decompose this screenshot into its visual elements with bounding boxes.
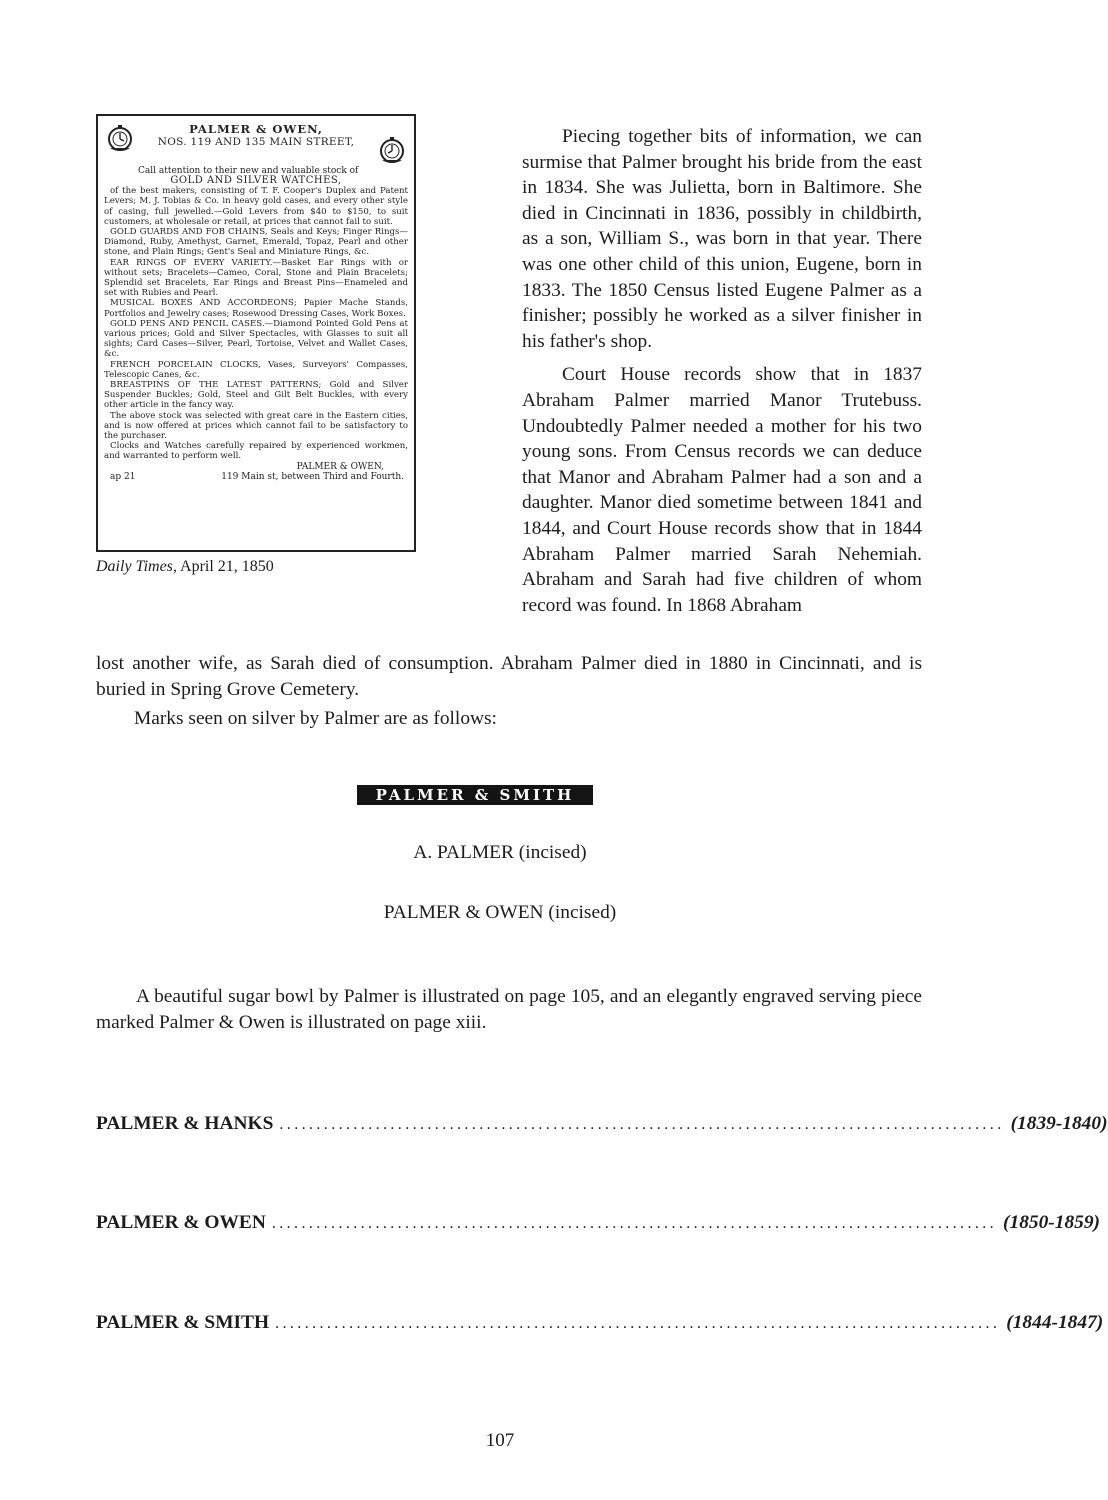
ad-section-music-boxes: MUSICAL BOXES AND ACCORDEONS; Papier Mache Stands, Portfolios and Jewelry cases; Rosewood Dressing Cases, Work Boxes.: [104, 298, 408, 319]
paragraph-continuation: [96, 651, 922, 702]
entry-name: PALMER & OWEN: [96, 1212, 266, 1233]
paragraph-court-records: Court House records show that in 1837 Abraham Palmer married Manor Trutebuss. Undoubtedly Palmer needed a mother for his two young sons. From Census records we can deduce that Manor and Abraham Palmer had a son and a daughter. Manor died sometime between 1841 and 1844, and Court House records show that in 1844 Abraham Palmer married Sarah Nehemiah. Abraham and Sarah had five children of whom record was found. In 1868 Abraham: [522, 364, 922, 616]
maker-mark-a-palmer: A. PALMER (incised): [413, 842, 587, 863]
pocket-watch-icon: [378, 136, 406, 164]
marks-intro: Marks seen on silver by Palmer are as follows:: [134, 708, 497, 729]
ad-section-pens: GOLD PENS AND PENCIL CASES.—Diamond Pointed Gold Pens at various prices; Gold and Silver Spectacles, with Glasses to suit all sights; Card Cases—Silver, Pearl, Tortoise, Velvet and Wallet Cases, &c.: [104, 318, 408, 360]
ad-section-stock: The above stock was selected with great care in the Eastern cities, and is now offered at prices which cannot fail to be satisfactory to the purchaser.: [104, 410, 408, 442]
paragraph-julietta: Piecing together bits of information, we can surmise that Palmer brought his bride from the east in 1834. She was Julietta, born in Baltimore. She died in Cincinnati in 1836, possibly in childbirth, as a son, William S., was born in that year. There was one other child of this union, Eugene, born in 1833. The 1850 Census listed Eugene Palmer as a finisher; possibly he worked as a silver finisher in his father's shop.: [522, 126, 922, 352]
ad-address: NOS. 119 AND 135 MAIN STREET,: [157, 136, 355, 148]
entry-years: (1844-1847): [1006, 1312, 1104, 1333]
page-number: 107: [485, 1430, 515, 1451]
ad-footer: [104, 472, 408, 483]
illustration-note-text: A beautiful sugar bowl by Palmer is illustrated on page 105, and an elegantly engraved serving piece marked Palmer & Owen is illustrated on page xiii.: [96, 986, 922, 1033]
leader-dots: ..................................................................................................: [279, 1116, 1005, 1133]
caption-source: Daily Times,: [96, 558, 177, 575]
entry-years: (1850-1859): [1003, 1212, 1100, 1233]
ad-section-heading: GOLD AND SILVER WATCHES,: [170, 175, 342, 186]
entry-palmer-owen: [96, 1212, 1100, 1234]
ad-caption: [96, 558, 274, 576]
maker-mark-palmer-owen: PALMER & OWEN (incised): [383, 902, 617, 923]
entry-name: PALMER & HANKS: [96, 1113, 274, 1134]
ad-date-code: ap 21: [110, 471, 136, 482]
ad-signature: PALMER & OWEN,: [296, 461, 384, 472]
ad-section-watches: of the best makers, consisting of T. F. Cooper's Duplex and Patent Levers; M. J. Tobias & Co. in heavy gold cases, and every other style of casing, full jewelled.—Gold Levers from $40 to $150, to suit customers, at wholesale or retail, at prices that cannot fail to suit.: [104, 186, 408, 227]
pocket-watch-icon: [106, 124, 134, 152]
ad-footer-address: 119 Main st, between Third and Fourth.: [221, 471, 404, 482]
leader-dots: ..................................................................................................: [275, 1315, 1001, 1332]
entry-name: PALMER & SMITH: [96, 1312, 270, 1333]
maker-mark-stamp: PALMER & SMITH: [357, 785, 593, 805]
leader-dots: ..................................................................................................: [271, 1215, 998, 1232]
newspaper-advertisement: [96, 114, 416, 552]
caption-date: April 21, 1850: [180, 558, 274, 575]
right-column-text: [522, 124, 922, 618]
ad-section-breastpins: BREASTPINS OF THE LATEST PATTERNS; Gold and Silver Suspender Buckles; Gold, Steel and Gilt Belt Buckles, with every other article in the fancy way.: [104, 380, 408, 411]
illustration-note: [96, 984, 922, 1035]
ad-section-clocks: FRENCH PORCELAIN CLOCKS, Vases, Surveyors' Compasses, Telescopic Canes, &c.: [104, 359, 408, 380]
entry-palmer-smith: [96, 1312, 1104, 1334]
ad-section-chains: GOLD GUARDS AND FOB CHAINS, Seals and Keys; Finger Rings—Diamond, Ruby, Amethyst, Garnet, Emerald, Topaz, Pearl and other stone, and Plain Rings; Gent's Seal and Miniature Rings, &c.: [104, 227, 408, 258]
ad-section-earrings: EAR RINGS OF EVERY VARIETY.—Basket Ear Rings with or without sets; Bracelets—Cameo, Coral, Stone and Plain Bracelets; Splendid set Bracelets, Ear Rings and Breast Pins—Enameled and set with Rubies and Pearl.: [104, 257, 408, 299]
entry-years: (1839-1840): [1010, 1113, 1108, 1134]
entry-palmer-hanks: [96, 1113, 1108, 1135]
ad-section-repairs: Clocks and Watches carefully repaired by experienced workmen, and warranted to perform well.: [104, 441, 408, 462]
ad-title: PALMER & OWEN,: [189, 122, 323, 136]
ad-header: [104, 122, 408, 166]
ad-intro: Call attention to their new and valuable stock of: [138, 166, 359, 176]
paragraph-continuation-text: lost another wife, as Sarah died of consumption. Abraham Palmer died in 1880 in Cincinnati, and is buried in Spring Grove Cemetery.: [96, 653, 922, 700]
